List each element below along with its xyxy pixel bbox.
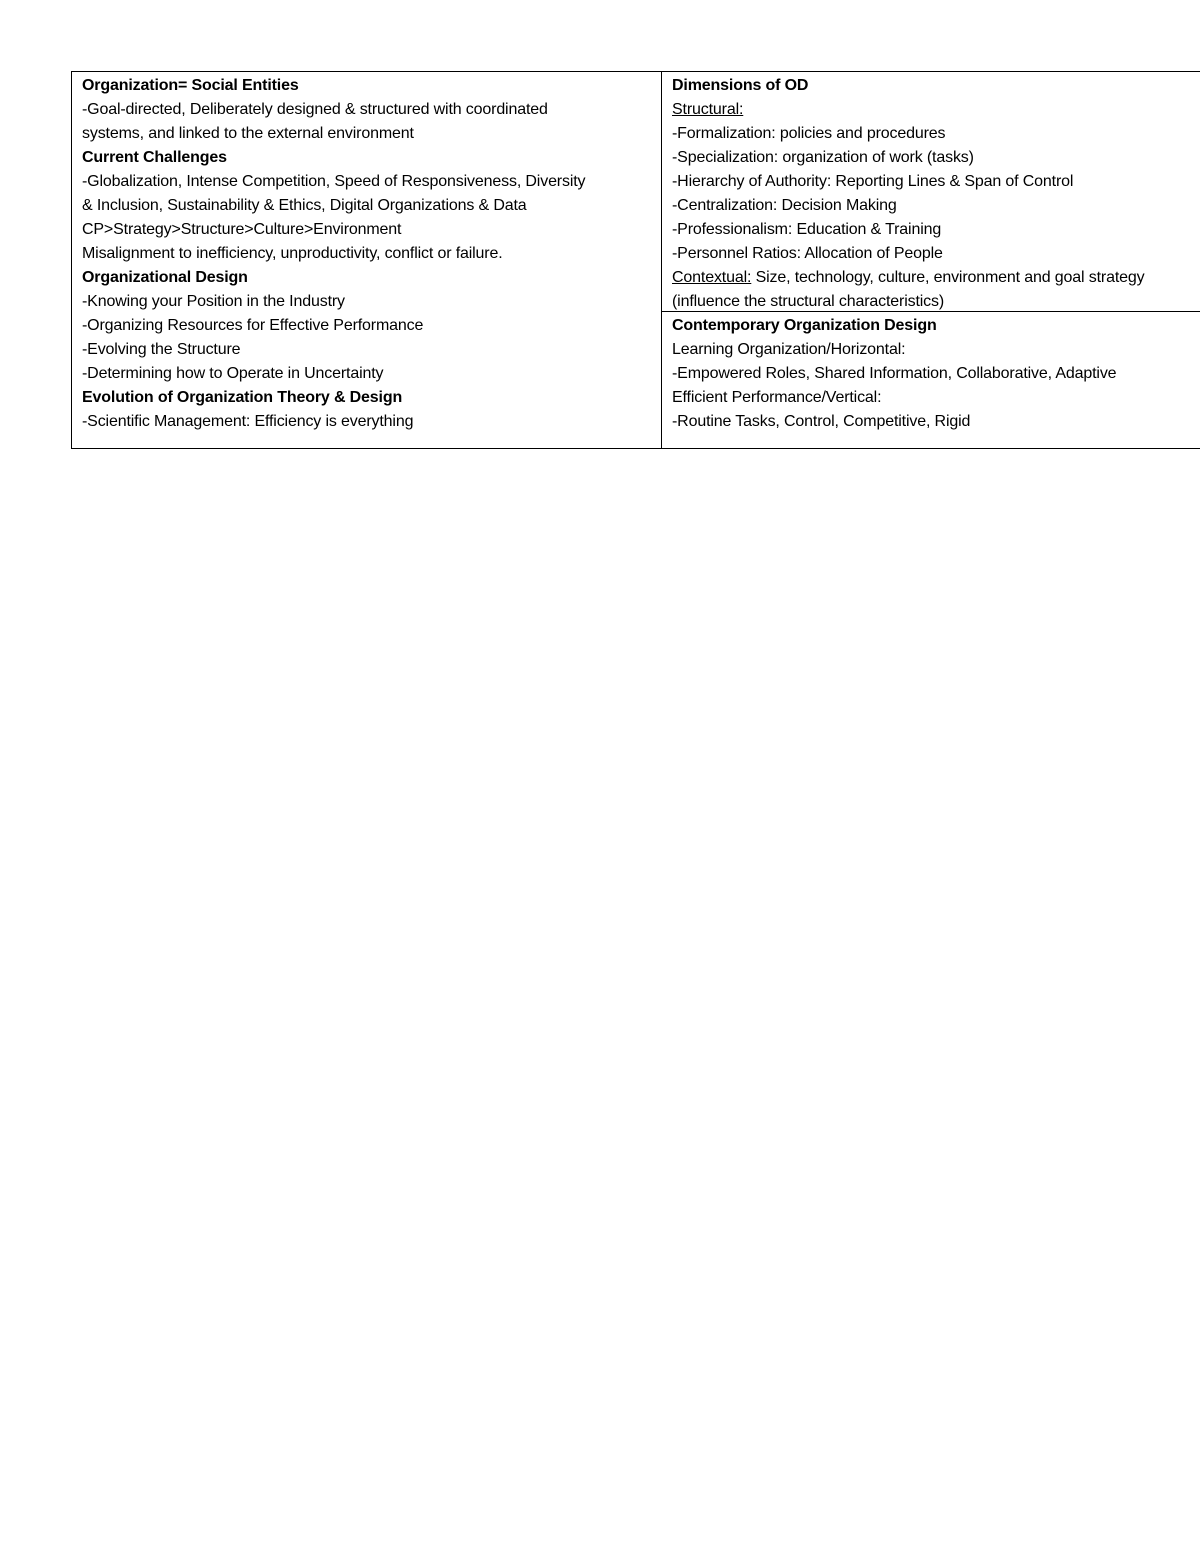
design-item: -Determining how to Operate in Uncertainty — [82, 365, 384, 382]
evolution-item: -Scientific Management: Efficiency is everything — [82, 413, 414, 430]
challenges-line-2: & Inclusion, Sustainability & Ethics, Digital Organizations & Data — [82, 197, 527, 214]
organization-definition-line-2: systems, and linked to the external environment — [82, 125, 414, 142]
alignment-chain: CP>Strategy>Structure>Culture>Environment — [82, 221, 402, 238]
design-item: -Organizing Resources for Effective Performance — [82, 317, 424, 334]
contemporary-cell — [662, 312, 1200, 448]
contextual-label: Contextual: — [672, 269, 752, 286]
organization-heading: Organization= Social Entities — [82, 77, 299, 94]
learning-organization-item: -Empowered Roles, Shared Information, Collaborative, Adaptive — [672, 365, 1117, 382]
structural-item: -Centralization: Decision Making — [672, 197, 897, 214]
structural-item: -Formalization: policies and procedures — [672, 125, 946, 142]
structural-item: -Specialization: organization of work (tasks) — [672, 149, 974, 166]
structural-label: Structural: — [672, 101, 744, 118]
contextual-line-2: (influence the structural characteristics) — [672, 293, 945, 310]
design-item: -Knowing your Position in the Industry — [82, 293, 345, 310]
efficient-performance-item: -Routine Tasks, Control, Competitive, Rigid — [672, 413, 971, 430]
evolution-heading: Evolution of Organization Theory & Design — [82, 389, 403, 406]
right-column — [662, 72, 1200, 448]
misalignment-note: Misalignment to inefficiency, unproductivity, conflict or failure. — [82, 245, 503, 262]
design-item: -Evolving the Structure — [82, 341, 241, 358]
structural-item: -Hierarchy of Authority: Reporting Lines & Span of Control — [672, 173, 1074, 190]
efficient-performance-label: Efficient Performance/Vertical: — [672, 389, 882, 406]
left-column — [72, 72, 662, 448]
left-cell — [72, 72, 661, 448]
dimensions-heading: Dimensions of OD — [672, 77, 809, 94]
structural-item: -Professionalism: Education & Training — [672, 221, 942, 238]
organization-definition-line-1: -Goal-directed, Deliberately designed & structured with coordinated — [82, 101, 548, 118]
current-challenges-heading: Current Challenges — [82, 149, 227, 166]
organizational-design-heading: Organizational Design — [82, 269, 248, 286]
learning-organization-label: Learning Organization/Horizontal: — [672, 341, 906, 358]
contemporary-heading: Contemporary Organization Design — [672, 317, 937, 334]
challenges-line-1: -Globalization, Intense Competition, Speed of Responsiveness, Diversity — [82, 173, 586, 190]
structural-item: -Personnel Ratios: Allocation of People — [672, 245, 943, 262]
notes-table — [71, 71, 1200, 449]
dimensions-cell — [662, 72, 1200, 312]
contextual-line — [672, 266, 1200, 290]
contextual-text: Size, technology, culture, environment and goal strategy — [751, 269, 1145, 286]
